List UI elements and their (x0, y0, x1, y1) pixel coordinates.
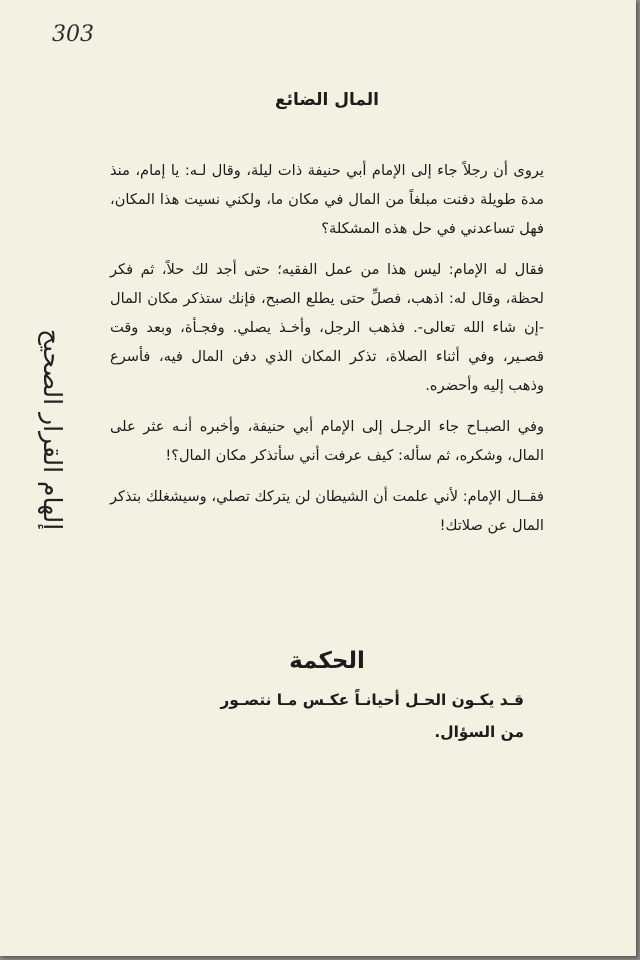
wisdom-title: الحكمة (289, 648, 365, 674)
story-title: المال الضائع (274, 90, 379, 110)
story-paragraph: وفي الصبـاح جاء الرجـل إلى الإمام أبي حنيفة، وأخبره أنـه عثر على المال، وشكره، ثم سأله: كيف عرفت أني سأتذكر مكان المال؟! (110, 418, 544, 464)
story-paragraph: فقــال الإمام: لأني علمت أن الشيطان لن يتركك تصلي، وسيشغلك بتذكر المال عن صلاتك! (110, 488, 544, 534)
page-content (110, 90, 544, 748)
story-paragraph: يروى أن رجلاً جاء إلى الإمام أبي حنيفة ذات ليلة، وقال لـه: يا إمام، منذ مدة طويلة دفنت مبلغاً من المال في مكان ما، ولكني نسيت هذا المكان، فهل تساعدني في حل هذه المشكلة؟ (110, 162, 544, 237)
wisdom-text: قـد يكـون الحـل أحيانـاً عكـس مـا نتصـور من السؤال. (220, 691, 524, 741)
side-chapter-title: إلهام القرار الصحيح (38, 329, 67, 531)
story-paragraph: فقال له الإمام: ليس هذا من عمل الفقيه؛ حتى أجد لك حلاً، ثم فكر لحظة، وقال له: اذهب، فصلِّ حتى يطلع الصبح، فإنك ستذكر مكان المال -إن شاء الله تعالى-. فذهب الرجل، وأخـذ يصلي. وفجـأة، وبعد وقت قصـير، وفي أثناء الصلاة، تذكر المكان الذي دفن المال فيه، فأسرع وذهب إليه وأحضره. (110, 261, 544, 394)
page-number: 303 (52, 22, 94, 47)
